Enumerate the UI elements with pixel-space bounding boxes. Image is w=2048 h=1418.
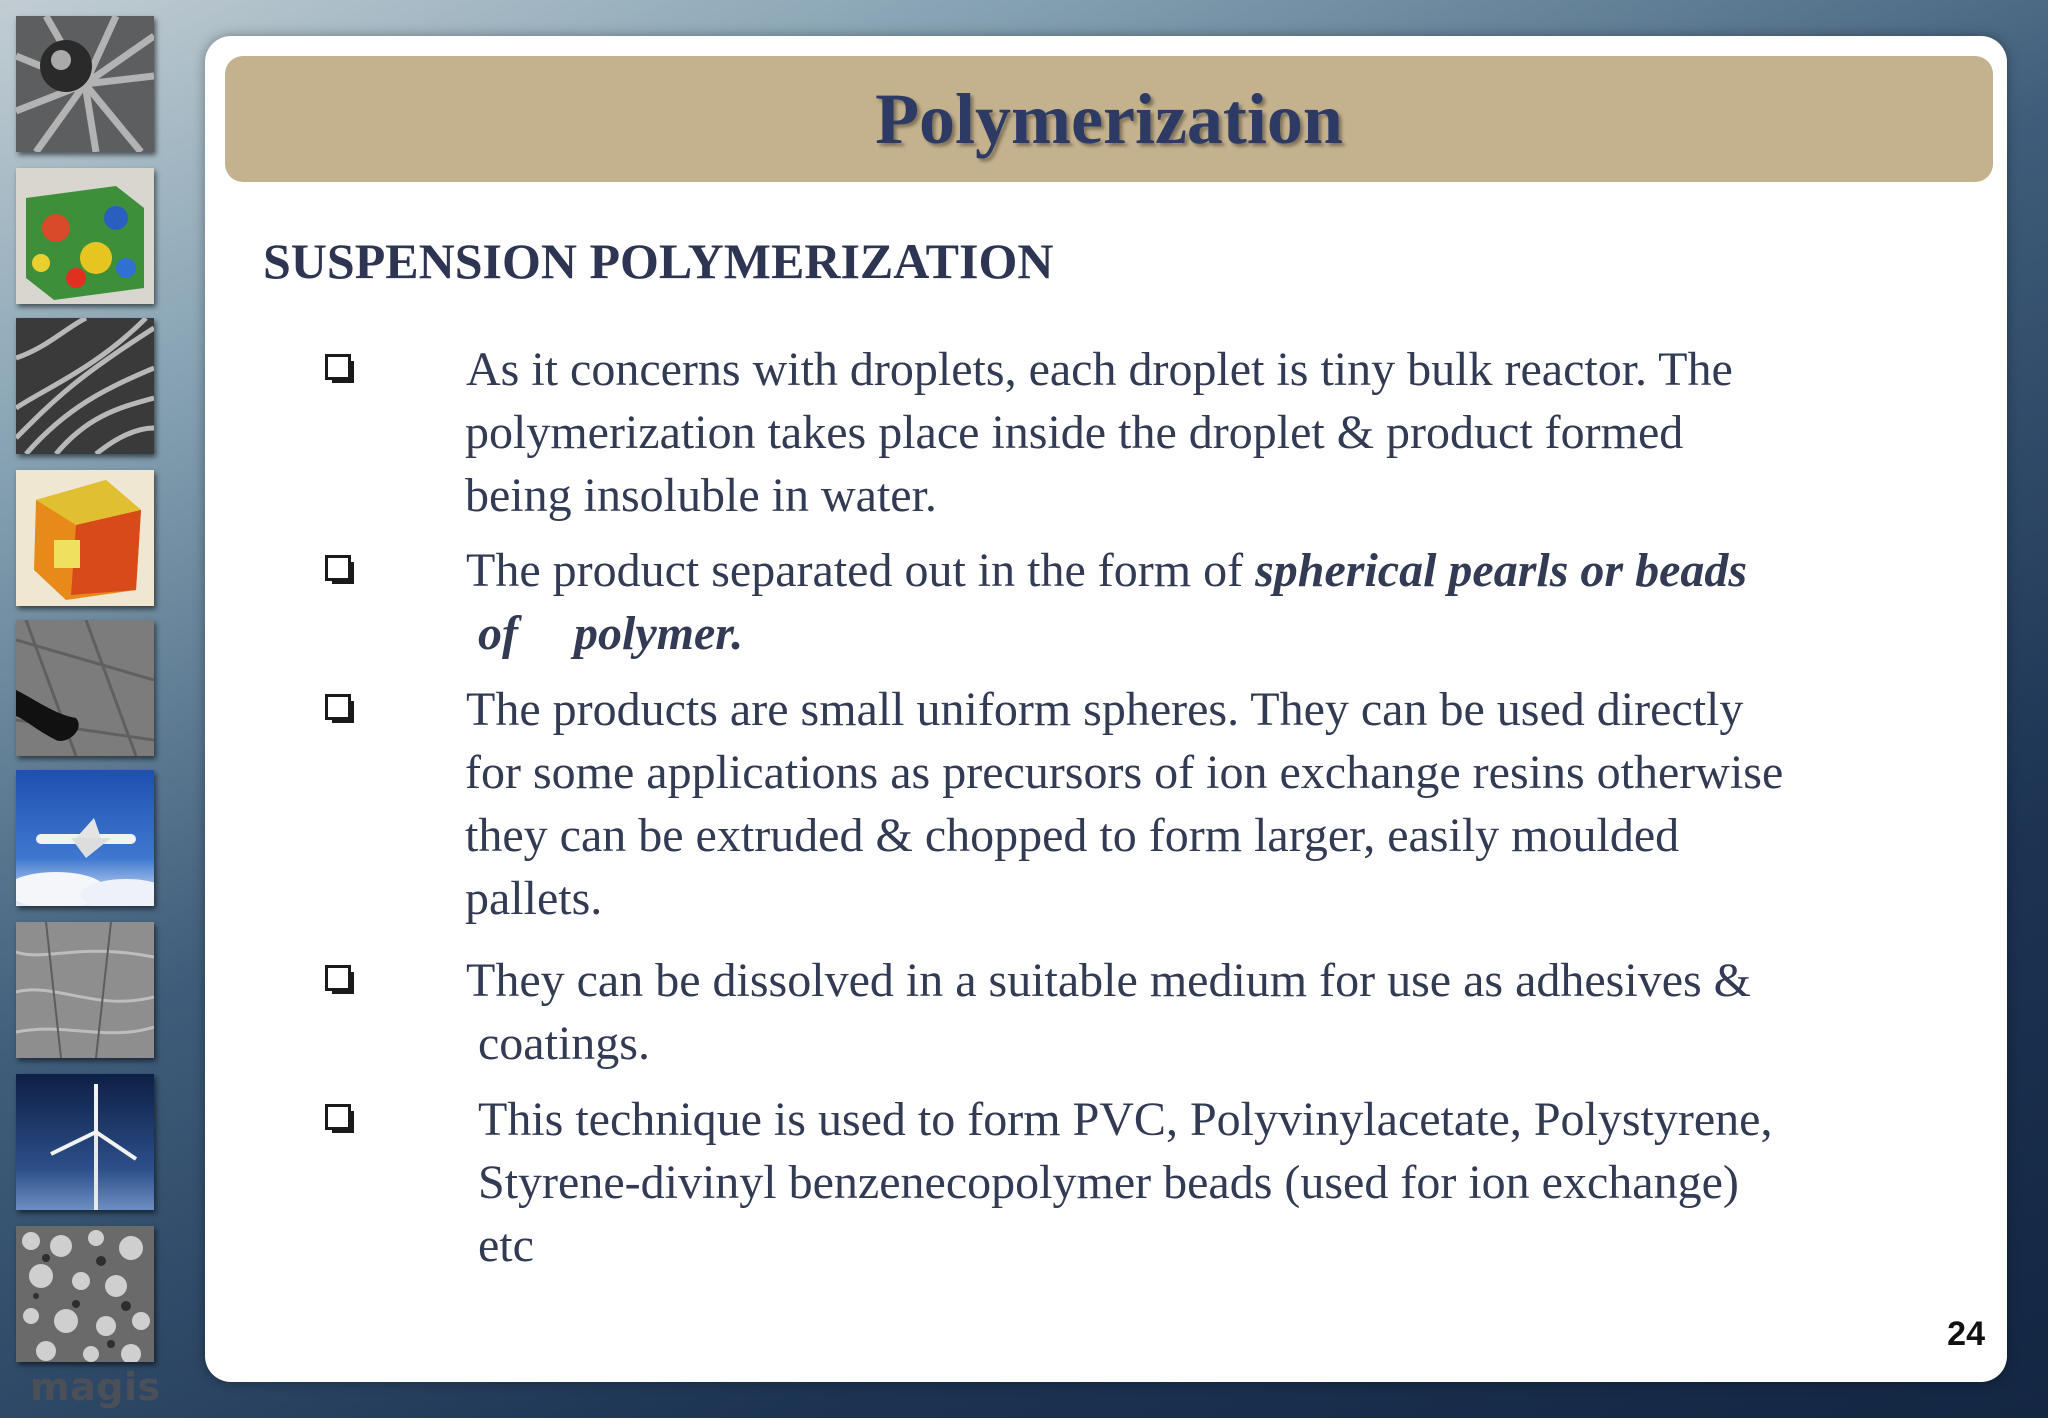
airplane-image <box>16 770 154 906</box>
bullet-text-line: for some applications as precursors of ion exchange resins otherwise <box>465 746 1784 799</box>
fiber-micrograph-image <box>16 318 154 454</box>
bullet-text-line: polymerization takes place inside the droplet & product formed <box>465 406 1684 459</box>
bullet-text-line: This technique is used to form PVC, Polyvinylacetate, Polystyrene, <box>478 1093 1773 1146</box>
stress-simulation-block-image <box>16 168 154 304</box>
thermal-cube-image <box>16 470 154 606</box>
slide-panel <box>205 36 2007 1382</box>
wind-turbine-image <box>16 1074 154 1210</box>
slide-title: Polymerization <box>875 78 1343 159</box>
bullet-text-emphasis: of <box>478 607 518 660</box>
title-bar <box>225 56 1993 182</box>
bullet-text-line: coatings. <box>478 1017 650 1070</box>
bullet-text-line: pallets. <box>465 872 603 925</box>
bullet-text-line: They can be dissolved in a suitable medium for use as adhesives & <box>466 954 1752 1007</box>
bullet-text-line: The products are small uniform spheres. They can be used directly <box>466 683 1744 736</box>
image-sidebar <box>0 0 190 1418</box>
crack-micrograph-image <box>16 620 154 756</box>
turbine-fan-image <box>16 16 154 152</box>
grain-micrograph-image <box>16 1226 154 1362</box>
magis-logo: magis <box>30 1365 161 1409</box>
bullet-text-line: As it concerns with droplets, each droplet is tiny bulk reactor. The <box>466 343 1733 396</box>
bullet-text-line: etc <box>478 1219 534 1272</box>
bullet-text-emphasis: spherical pearls or beads <box>1255 544 1748 597</box>
page-number: 24 <box>1947 1315 1985 1353</box>
section-heading: SUSPENSION POLYMERIZATION <box>263 233 1054 289</box>
bullet-text-line: Styrene-divinyl benzenecopolymer beads (used for ion exchange) <box>478 1156 1739 1209</box>
fracture-surface-image <box>16 922 154 1058</box>
bullet-text-line: they can be extruded & chopped to form larger, easily moulded <box>465 809 1680 862</box>
bullet-text-emphasis: polymer. <box>573 607 744 660</box>
bullet-text-line: being insoluble in water. <box>465 469 937 522</box>
bullet-text-plain: The product separated out in the form of <box>466 544 1256 597</box>
